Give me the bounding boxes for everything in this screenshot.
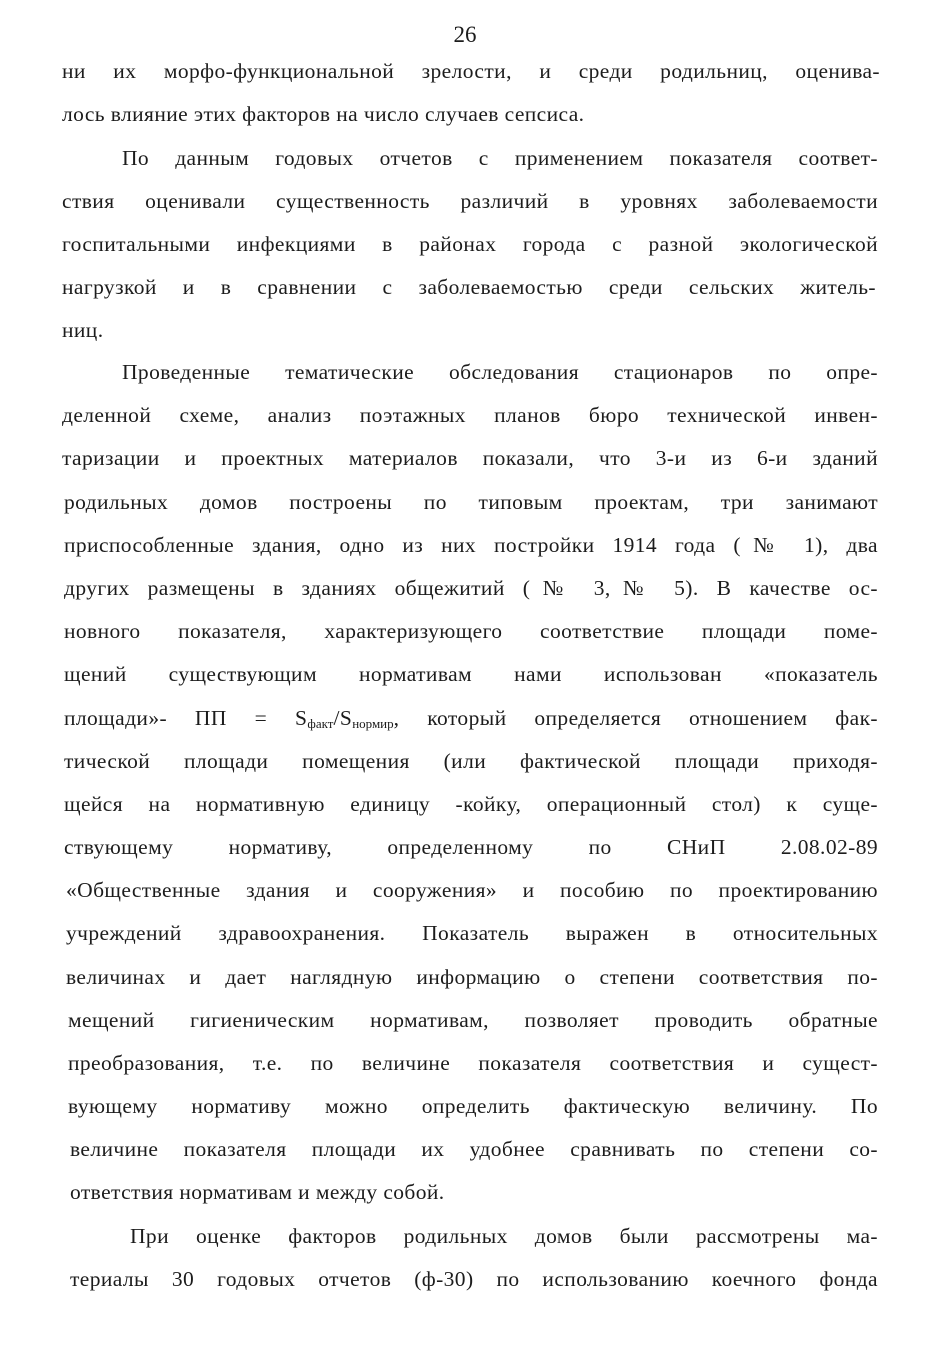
text-line: таризации и проектных материалов показали, что 3-и из 6-и зданий	[62, 446, 878, 470]
text-line: госпитальными инфекциями в районах города с разной экологической	[62, 232, 878, 256]
text-line: приспособленные здания, одно из них постройки 1914 года (№ 1), два	[64, 533, 878, 557]
subscript-fact: факт	[307, 716, 334, 731]
text-line: щений существующим нормативам нами использован «показатель	[64, 662, 878, 686]
text-line: ствующему нормативу, определенному по СНиП 2.08.02-89	[64, 835, 878, 859]
text-line: «Общественные здания и сооружения» и пособию по проектированию	[66, 878, 878, 902]
subscript-normir: нормир	[352, 716, 394, 731]
text-line: При оценке факторов родильных домов были рассмотрены ма-	[130, 1224, 878, 1248]
text-line: учреждений здравоохранения. Показатель выражен в относительных	[66, 921, 878, 945]
text-line: ниц.	[62, 318, 104, 342]
text-line: териалы 30 годовых отчетов (ф-30) по использованию коечного фонда	[70, 1267, 878, 1291]
text-line: тической площади помещения (или фактической площади приходя-	[64, 749, 878, 773]
formula-line	[64, 703, 878, 733]
text-line: нагрузкой и в сравнении с заболеваемостью среди сельских житель-	[62, 275, 876, 299]
formula-prefix: площади»- ПП = S	[64, 706, 308, 730]
text-line: величине показателя площади их удобнее сравнивать по степени со-	[70, 1137, 878, 1161]
page-number: 26	[453, 22, 477, 47]
text-line: деленной схеме, анализ поэтажных планов бюро технической инвен-	[62, 403, 878, 427]
text-line: ответствия нормативам и между собой.	[70, 1180, 445, 1204]
text-line: вующему нормативу можно определить фактическую величину. По	[68, 1094, 878, 1118]
text-line: ствия оценивали существенность различий в уровнях заболеваемости	[62, 189, 878, 213]
text-line: По данным годовых отчетов с применением показателя соответ-	[122, 146, 878, 170]
text-line: щейся на нормативную единицу -койку, операционный стол) к суще-	[64, 792, 878, 816]
text-line: преобразования, т.е. по величине показателя соответствия и сущест-	[68, 1051, 878, 1075]
text-line: родильных домов построены по типовым проектам, три занимают	[64, 490, 878, 514]
formula-suffix: , который определяется отношением фак-	[393, 706, 878, 730]
text-line: мещений гигиеническим нормативам, позволяет проводить обратные	[68, 1008, 878, 1032]
text-line: других размещены в зданиях общежитий (№ 3,№ 5). В качестве ос-	[64, 576, 878, 600]
text-line: величинах и дает наглядную информацию о степени соответствия по-	[66, 965, 878, 989]
text-line: новного показателя, характеризующего соответствие площади поме-	[64, 619, 878, 643]
text-line: ни их морфо-функциональной зрелости, и среди родильниц, оценива-	[62, 59, 880, 83]
text-line: лось влияние этих факторов на число случаев сепсиса.	[62, 102, 585, 126]
text-line: Проведенные тематические обследования стационаров по опре-	[122, 360, 878, 384]
formula-middle: /S	[333, 706, 353, 730]
